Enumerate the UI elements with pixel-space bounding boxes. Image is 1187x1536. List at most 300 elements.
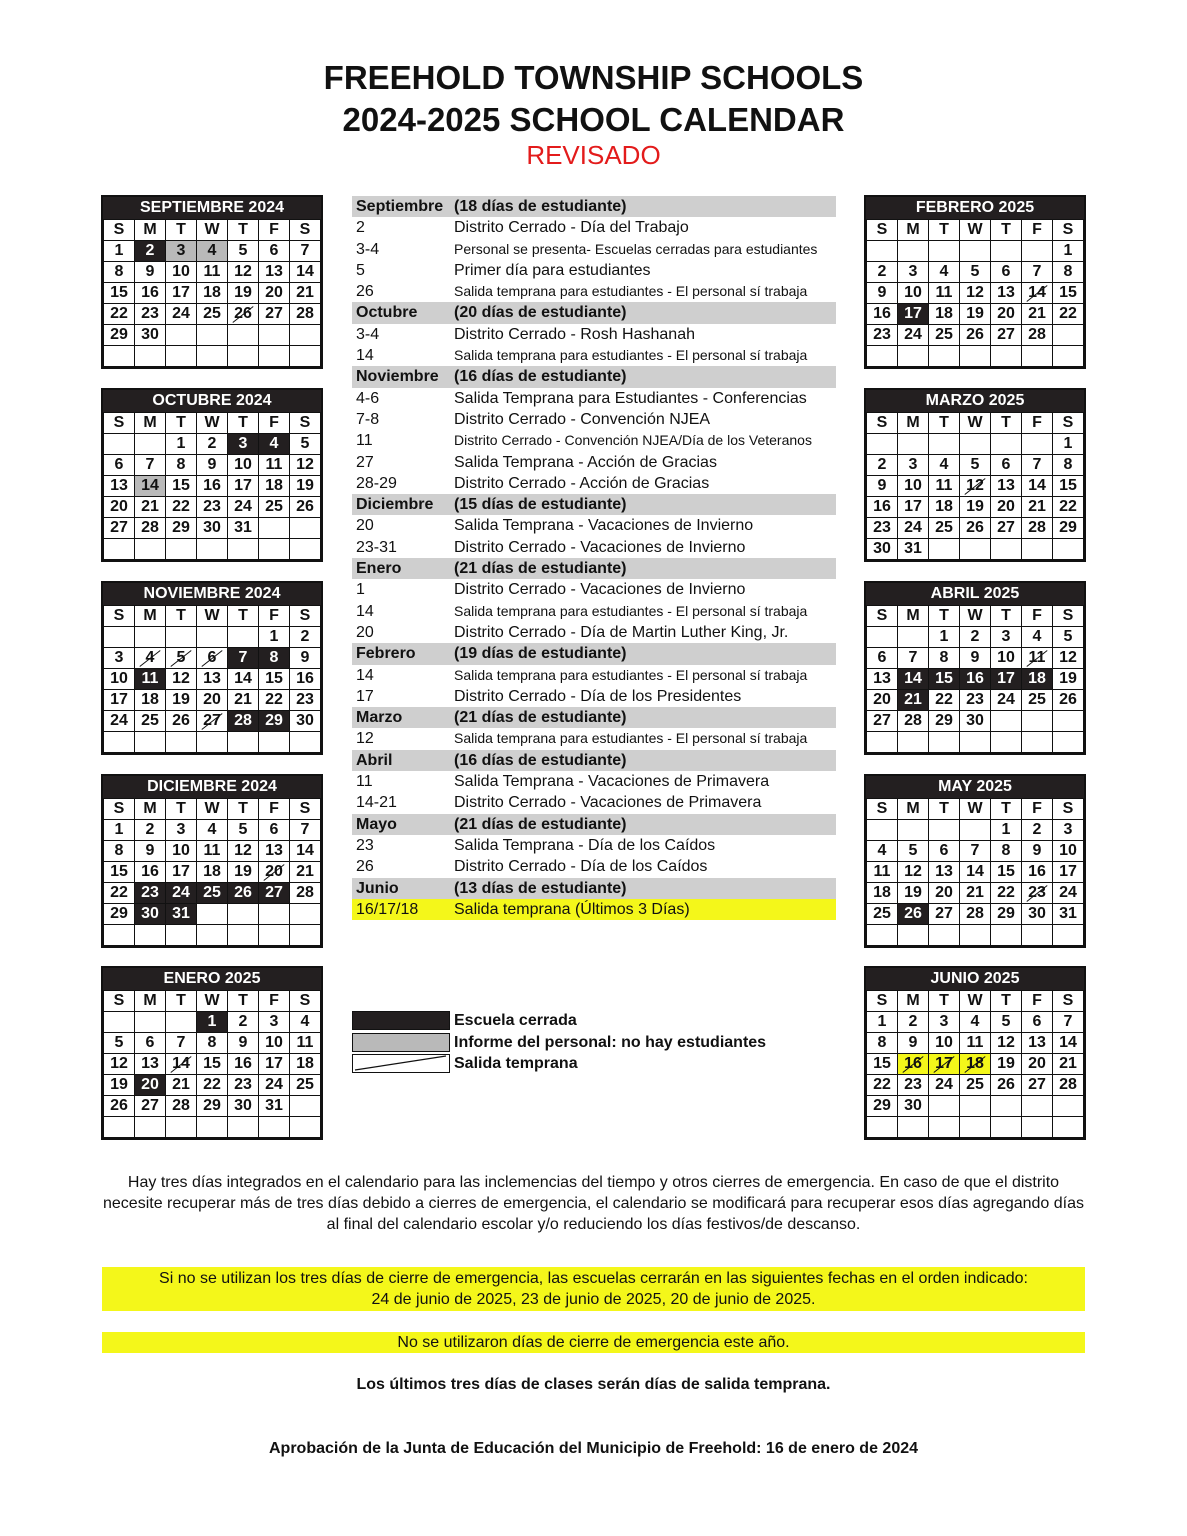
calendar-day: 1 <box>1053 434 1084 455</box>
event-date: Febrero <box>356 645 416 663</box>
event-description: Distrito Cerrado - Vacaciones de Invierno <box>454 538 746 556</box>
event-date: 11 <box>356 432 373 450</box>
event-date: 14-21 <box>356 794 397 812</box>
calendar-day: 27 <box>259 883 290 904</box>
event-description: Salida temprana para estudiantes - El personal sí trabaja <box>454 730 808 747</box>
calendar-day: 24 <box>898 518 929 539</box>
weekday-header: T <box>228 606 259 627</box>
calendar-day: 11 <box>867 862 898 883</box>
calendar-day: 19 <box>1053 669 1084 690</box>
calendar-day: 26 <box>960 518 991 539</box>
event-date: Enero <box>356 560 402 578</box>
calendar-day: 23 <box>867 325 898 346</box>
calendar-day: 29 <box>166 518 197 539</box>
calendar-day: 18 <box>197 862 228 883</box>
event-date: 16/17/18 <box>356 900 419 918</box>
calendar-empty-cell <box>1022 346 1053 367</box>
month-summary-header <box>352 366 836 387</box>
weekday-header: W <box>960 606 991 627</box>
calendar-day: 6 <box>259 820 290 841</box>
event-description: Distrito Cerrado - Vacaciones de Invierno <box>454 581 746 599</box>
calendar-day: 4 <box>1022 627 1053 648</box>
calendar-empty-cell <box>290 732 321 753</box>
calendar-empty-cell <box>867 820 898 841</box>
weekday-header: W <box>197 606 228 627</box>
calendar-day: 10 <box>898 476 929 497</box>
calendar-empty-cell <box>104 539 135 560</box>
calendar-empty-cell <box>135 1012 166 1033</box>
weekday-header: T <box>991 606 1022 627</box>
calendar-day: 16 <box>867 304 898 325</box>
calendar-empty-cell <box>290 346 321 367</box>
calendar-empty-cell <box>197 1117 228 1138</box>
calendar-empty-cell <box>104 346 135 367</box>
weekday-header: S <box>104 606 135 627</box>
calendar-day: 12 <box>290 455 321 476</box>
calendar-day: 28 <box>290 304 321 325</box>
calendar-day: 13 <box>929 862 960 883</box>
calendar-empty-cell <box>867 241 898 262</box>
calendar-day: 25 <box>929 518 960 539</box>
weekday-header: T <box>991 799 1022 820</box>
event-row <box>352 601 836 622</box>
closed-swatch <box>352 1011 450 1030</box>
weekday-header: T <box>166 799 197 820</box>
month-calendar <box>864 195 1086 369</box>
event-date: 28-29 <box>356 474 397 492</box>
calendar-day: 3 <box>991 627 1022 648</box>
calendar-day: 28 <box>960 904 991 925</box>
calendar-day: 8 <box>867 1033 898 1054</box>
weekday-header: M <box>898 991 929 1012</box>
event-row <box>352 239 836 260</box>
calendar-day: 4 <box>135 648 166 669</box>
calendar-empty-cell <box>135 1117 166 1138</box>
event-date: 14 <box>356 347 374 365</box>
event-row <box>352 324 836 345</box>
calendar-empty-cell <box>898 820 929 841</box>
calendar-empty-cell <box>104 1012 135 1033</box>
slash-icon <box>353 1055 448 1071</box>
event-date: 14 <box>356 666 374 684</box>
calendar-empty-cell <box>1053 1096 1084 1117</box>
calendar-day: 24 <box>104 711 135 732</box>
calendar-empty-cell <box>991 1117 1022 1138</box>
event-description: Salida Temprana - Vacaciones de Invierno <box>454 517 754 535</box>
calendar-day: 30 <box>197 518 228 539</box>
calendar-day: 8 <box>1053 262 1084 283</box>
calendar-day: 8 <box>197 1033 228 1054</box>
calendar-day: 16 <box>135 862 166 883</box>
calendar-day: 24 <box>166 883 197 904</box>
calendar-day: 29 <box>104 904 135 925</box>
calendar-day: 22 <box>1053 497 1084 518</box>
calendar-day: 16 <box>1022 862 1053 883</box>
calendar-empty-cell <box>867 627 898 648</box>
calendar-empty-cell <box>228 732 259 753</box>
calendar-day: 23 <box>135 304 166 325</box>
weekday-header: F <box>259 799 290 820</box>
event-description: Distrito Cerrado - Día del Trabajo <box>454 219 689 237</box>
calendar-empty-cell <box>228 346 259 367</box>
calendar-day: 16 <box>867 497 898 518</box>
calendar-empty-cell <box>259 346 290 367</box>
weekday-header: M <box>135 413 166 434</box>
month-calendar <box>864 966 1086 1140</box>
calendar-empty-cell <box>867 925 898 946</box>
weekday-header: M <box>135 606 166 627</box>
calendar-empty-cell <box>991 434 1022 455</box>
calendar-day: 22 <box>166 497 197 518</box>
weekday-header: S <box>290 799 321 820</box>
calendar-empty-cell <box>1022 1096 1053 1117</box>
calendar-day: 6 <box>929 841 960 862</box>
event-date: 3-4 <box>356 325 380 343</box>
weekday-header: W <box>960 413 991 434</box>
event-description: (19 días de estudiante) <box>454 645 627 663</box>
calendar-empty-cell <box>228 539 259 560</box>
calendar-day: 15 <box>104 283 135 304</box>
calendar-day: 23 <box>898 1075 929 1096</box>
calendar-day: 17 <box>166 283 197 304</box>
month-title: NOVIEMBRE 2024 <box>103 583 321 605</box>
calendar-empty-cell <box>290 1117 321 1138</box>
calendar-empty-cell <box>259 518 290 539</box>
unused-days-line-1: Si no se utilizan los tres días de cierre de emergencia, las escuelas cerrarán en las siguientes fechas en el orden indicado: <box>159 1270 1028 1287</box>
calendar-day: 22 <box>1053 304 1084 325</box>
event-description: (16 días de estudiante) <box>454 751 627 769</box>
weekday-header: T <box>228 991 259 1012</box>
calendar-day: 10 <box>228 455 259 476</box>
event-row <box>352 388 836 409</box>
event-date: 26 <box>356 283 374 301</box>
calendar-day: 2 <box>1022 820 1053 841</box>
calendar-day: 20 <box>197 690 228 711</box>
calendar-day: 2 <box>898 1012 929 1033</box>
weekday-header: S <box>867 413 898 434</box>
calendar-empty-cell <box>135 434 166 455</box>
weekday-header: W <box>197 799 228 820</box>
calendar-day: 2 <box>228 1012 259 1033</box>
weekday-header: S <box>104 991 135 1012</box>
calendar-day: 12 <box>991 1033 1022 1054</box>
calendar-day: 22 <box>259 690 290 711</box>
calendar-empty-cell <box>960 241 991 262</box>
calendar-day: 21 <box>290 283 321 304</box>
calendar-empty-cell <box>135 539 166 560</box>
event-date: 4-6 <box>356 389 380 407</box>
calendar-day: 12 <box>898 862 929 883</box>
calendar-day: 14 <box>1022 283 1053 304</box>
weekday-header: T <box>991 991 1022 1012</box>
calendar-day: 20 <box>259 862 290 883</box>
weekday-header: F <box>1022 413 1053 434</box>
calendar-empty-cell <box>135 925 166 946</box>
calendar-day: 18 <box>929 497 960 518</box>
revised-label: REVISADO <box>526 140 661 170</box>
calendar-empty-cell <box>197 732 228 753</box>
calendar-day: 10 <box>991 648 1022 669</box>
calendar-day: 23 <box>960 690 991 711</box>
calendar-day: 26 <box>960 325 991 346</box>
event-date: 7-8 <box>356 410 380 428</box>
month-summary-header <box>352 302 836 323</box>
calendar-day: 4 <box>929 455 960 476</box>
calendar-day: 22 <box>929 690 960 711</box>
calendar-day: 24 <box>259 1075 290 1096</box>
calendar-empty-cell <box>1053 925 1084 946</box>
calendar-empty-cell <box>929 1117 960 1138</box>
last-days-note: Los últimos tres días de clases serán días de salida temprana. <box>356 1376 831 1393</box>
calendar-day: 30 <box>135 325 166 346</box>
calendar-day: 8 <box>929 648 960 669</box>
weekday-header: T <box>929 799 960 820</box>
calendar-day: 4 <box>290 1012 321 1033</box>
weekday-header: T <box>166 220 197 241</box>
calendar-empty-cell <box>898 925 929 946</box>
calendar-day: 14 <box>228 669 259 690</box>
event-description: (13 días de estudiante) <box>454 879 627 897</box>
event-row <box>352 856 836 877</box>
weekday-header: W <box>960 799 991 820</box>
calendar-day: 5 <box>991 1012 1022 1033</box>
calendar-day: 26 <box>898 904 929 925</box>
month-calendar <box>864 388 1086 562</box>
calendar-day: 15 <box>1053 476 1084 497</box>
calendar-day: 23 <box>867 518 898 539</box>
calendar-day: 4 <box>197 241 228 262</box>
event-date: 20 <box>356 623 374 641</box>
calendar-day: 10 <box>898 283 929 304</box>
calendar-day: 15 <box>197 1054 228 1075</box>
event-row <box>352 515 836 536</box>
weekday-header: F <box>259 220 290 241</box>
calendar-day: 9 <box>228 1033 259 1054</box>
calendar-empty-cell <box>960 434 991 455</box>
calendar-day: 11 <box>929 283 960 304</box>
calendar-day: 7 <box>228 648 259 669</box>
calendar-day: 31 <box>166 904 197 925</box>
calendar-day: 5 <box>1053 627 1084 648</box>
event-description: Salida temprana para estudiantes - El personal sí trabaja <box>454 283 808 300</box>
calendar-empty-cell <box>991 711 1022 732</box>
calendar-day: 9 <box>135 841 166 862</box>
event-row <box>352 686 836 707</box>
calendar-day: 29 <box>929 711 960 732</box>
calendar-day: 4 <box>960 1012 991 1033</box>
calendar-empty-cell <box>166 1012 197 1033</box>
calendar-day: 14 <box>290 841 321 862</box>
calendar-empty-cell <box>929 346 960 367</box>
calendar-day: 26 <box>228 883 259 904</box>
calendar-day: 31 <box>898 539 929 560</box>
calendar-day: 14 <box>135 476 166 497</box>
calendar-day: 12 <box>960 476 991 497</box>
calendar-empty-cell <box>867 434 898 455</box>
calendar-day: 23 <box>135 883 166 904</box>
weekday-header: S <box>290 220 321 241</box>
calendar-day: 5 <box>104 1033 135 1054</box>
month-summary-header <box>352 750 836 771</box>
month-calendar <box>101 966 323 1140</box>
none-used-note: No se utilizaron días de cierre de emergencia este año. <box>102 1332 1085 1353</box>
calendar-empty-cell <box>104 1117 135 1138</box>
calendar-day: 26 <box>166 711 197 732</box>
calendar-day: 16 <box>960 669 991 690</box>
calendar-empty-cell <box>1022 434 1053 455</box>
calendar-day: 27 <box>135 1096 166 1117</box>
calendar-empty-cell <box>929 732 960 753</box>
calendar-day: 9 <box>898 1033 929 1054</box>
calendar-empty-cell <box>290 539 321 560</box>
calendar-day: 15 <box>104 862 135 883</box>
calendar-empty-cell <box>1022 1117 1053 1138</box>
calendar-day: 20 <box>104 497 135 518</box>
event-row <box>352 835 836 856</box>
calendar-empty-cell <box>1022 711 1053 732</box>
month-title: SEPTIEMBRE 2024 <box>103 197 321 219</box>
calendar-empty-cell <box>991 241 1022 262</box>
calendar-day: 7 <box>135 455 166 476</box>
event-row <box>352 260 836 281</box>
calendar-day: 22 <box>104 304 135 325</box>
calendar-day: 11 <box>135 669 166 690</box>
month-calendar <box>101 581 323 755</box>
calendar-empty-cell <box>135 346 166 367</box>
calendar-empty-cell <box>1053 346 1084 367</box>
calendar-day: 13 <box>259 262 290 283</box>
calendar-day: 13 <box>991 476 1022 497</box>
event-description: (21 días de estudiante) <box>454 815 627 833</box>
event-date: 3-4 <box>356 240 380 258</box>
event-description: Salida Temprana - Acción de Gracias <box>454 453 717 471</box>
weekday-header: T <box>991 413 1022 434</box>
calendar-day: 29 <box>867 1096 898 1117</box>
calendar-empty-cell <box>228 325 259 346</box>
month-summary-header <box>352 814 836 835</box>
calendar-day: 4 <box>867 841 898 862</box>
calendar-empty-cell <box>1053 325 1084 346</box>
calendar-day: 31 <box>259 1096 290 1117</box>
calendar-empty-cell <box>898 241 929 262</box>
calendar-day: 20 <box>259 283 290 304</box>
calendar-day: 15 <box>991 862 1022 883</box>
calendar-day: 3 <box>166 241 197 262</box>
calendar-day: 9 <box>960 648 991 669</box>
calendar-day: 23 <box>290 690 321 711</box>
calendar-empty-cell <box>960 1096 991 1117</box>
calendar-day: 20 <box>867 690 898 711</box>
event-row <box>352 899 836 920</box>
calendar-day: 30 <box>135 904 166 925</box>
calendar-day: 7 <box>898 648 929 669</box>
calendar-day: 27 <box>867 711 898 732</box>
calendar-empty-cell <box>867 732 898 753</box>
calendar-day: 27 <box>259 304 290 325</box>
calendar-day: 16 <box>290 669 321 690</box>
weekday-header: S <box>867 991 898 1012</box>
calendar-day: 13 <box>259 841 290 862</box>
event-row <box>352 728 836 749</box>
calendar-day: 27 <box>1022 1075 1053 1096</box>
event-row <box>352 430 836 451</box>
calendar-day: 14 <box>166 1054 197 1075</box>
calendar-day: 3 <box>259 1012 290 1033</box>
calendar-empty-cell <box>197 346 228 367</box>
calendar-day: 19 <box>960 497 991 518</box>
calendar-day: 24 <box>228 497 259 518</box>
weekday-header: T <box>228 413 259 434</box>
weekday-header: W <box>960 220 991 241</box>
event-date: 5 <box>356 261 365 279</box>
month-summary-header <box>352 878 836 899</box>
calendar-day: 3 <box>166 820 197 841</box>
month-title: FEBRERO 2025 <box>866 197 1084 219</box>
calendar-day: 2 <box>290 627 321 648</box>
weekday-header: T <box>991 220 1022 241</box>
event-description: (15 días de estudiante) <box>454 496 627 514</box>
calendar-day: 11 <box>290 1033 321 1054</box>
calendar-day: 28 <box>290 883 321 904</box>
event-date: 23 <box>356 836 374 854</box>
weekday-header: S <box>1053 799 1084 820</box>
event-row <box>352 771 836 792</box>
weekday-header: T <box>166 991 197 1012</box>
unused-days-note <box>102 1267 1085 1311</box>
calendar-day: 5 <box>898 841 929 862</box>
event-description: (18 días de estudiante) <box>454 198 627 215</box>
calendar-empty-cell <box>135 627 166 648</box>
weekday-header: F <box>1022 220 1053 241</box>
event-date: Abril <box>356 751 393 769</box>
calendar-day: 9 <box>197 455 228 476</box>
calendar-empty-cell <box>197 325 228 346</box>
calendar-day: 8 <box>259 648 290 669</box>
event-row <box>352 345 836 366</box>
event-description: Distrito Cerrado - Vacaciones de Primavera <box>454 794 762 812</box>
calendar-day: 17 <box>929 1054 960 1075</box>
calendar-day: 19 <box>166 690 197 711</box>
calendar-empty-cell <box>104 732 135 753</box>
calendar-day: 12 <box>228 841 259 862</box>
weekday-header: T <box>929 606 960 627</box>
calendar-day: 16 <box>197 476 228 497</box>
calendar-day: 7 <box>1022 262 1053 283</box>
event-date: 11 <box>356 773 373 791</box>
calendar-day: 21 <box>1022 497 1053 518</box>
event-description: Salida temprana para estudiantes - El personal sí trabaja <box>454 666 808 683</box>
calendar-day: 7 <box>960 841 991 862</box>
weekday-header: S <box>1053 606 1084 627</box>
event-description: Distrito Cerrado - Convención NJEA <box>454 410 711 428</box>
calendar-empty-cell <box>991 925 1022 946</box>
calendar-day: 5 <box>228 820 259 841</box>
calendar-empty-cell <box>259 904 290 925</box>
early-swatch <box>352 1054 450 1073</box>
weekday-header: F <box>1022 799 1053 820</box>
weekday-header: F <box>1022 606 1053 627</box>
calendar-empty-cell <box>166 346 197 367</box>
calendar-empty-cell <box>228 1117 259 1138</box>
calendar-day: 3 <box>104 648 135 669</box>
calendar-day: 14 <box>1022 476 1053 497</box>
calendar-empty-cell <box>960 820 991 841</box>
calendar-day: 1 <box>197 1012 228 1033</box>
calendar-day: 21 <box>898 690 929 711</box>
calendar-day: 14 <box>1053 1033 1084 1054</box>
event-description: Salida temprana para estudiantes - El personal sí trabaja <box>454 602 808 619</box>
calendar-day: 6 <box>867 648 898 669</box>
